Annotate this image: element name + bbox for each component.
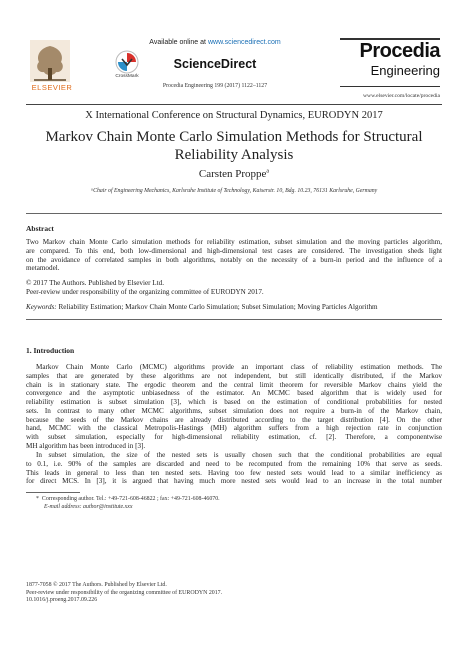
footer-issn: 1877-7058 © 2017 The Authors. Published by Elsevier Ltd. [26,582,167,588]
footnote-mark: * [36,496,39,502]
copyright-line: © 2017 The Authors. Published by Elsevier Ltd. [26,279,164,287]
page-footer [26,582,442,605]
conference-name: X International Conference on Structural Dynamics, EURODYN 2017 [85,110,383,121]
paragraph-line: In subset simulation, the size of the nested sets is usually chosen such that the conditional probabilities are equal [36,451,442,459]
paragraph-line: reliability estimation is subset simulation [3], which is based on the estimation of conditional probabilities for nested [26,398,442,406]
journal-subtitle: Engineering [370,63,440,78]
footnote-email: E-mail address: author@institute.xxx [44,503,133,510]
elsevier-wordmark: ELSEVIER [31,83,73,92]
paragraph-line: sets. In contrast to many other MCMC algorithms, subset simulation does not require a burn-in of the Markov chain, [26,406,442,415]
footnote-contact: Corresponding author. Tel.: +49-721-608-46822 ; fax: +49-721-608-46070. [41,496,220,502]
author-affiliation-mark: a [266,168,270,175]
paragraph-line: with subset simulation, especially for high-dimensional reliability estimation, cf. [2]. Therefore, a componentwise [26,433,442,441]
corresponding-author-footnote [36,496,436,511]
paragraph-line: for direct MCS. In [3], it is argued that having much more nested sets would lead to an increase in the total number [26,477,442,486]
author-name-text: Carsten Proppe [198,168,267,180]
abstract-body [26,238,442,273]
peer-review-line: Peer-review under responsibility of the organizing committee of EURODYN 2017. [26,287,264,296]
abstract-heading: Abstract [26,224,54,233]
paragraph-line: MH algorithm has been introduced in [3]. [26,441,146,450]
footer-peer-review: Peer-review under responsibility of the organizing committee of EURODYN 2017. [26,589,223,596]
abstract-bottom-rule [26,319,442,320]
abstract-top-rule [26,213,442,214]
crossmark-label: CrossMark [115,74,139,79]
paragraph-line: because the seeds of the Markov chains are already distributed according to the target distribution [4]. On the other [26,415,442,424]
keywords-line [26,303,442,312]
section-heading-introduction: 1. Introduction [26,346,75,355]
paragraph-line: This leads in general to less than ten nested sets. Having too few nested sets would lead to a similar inefficiency as [26,468,442,477]
paper-title-line-1: Markov Chain Monte Carlo Simulation Methods for Structural [45,129,423,145]
abstract-copyright-block [26,279,442,297]
sciencedirect-wordmark: ScienceDirect [173,57,257,71]
sciencedirect-link[interactable]: www.sciencedirect.com [207,39,281,46]
author-affiliation: ᵃChair of Engineering Mechanics, Karlsruhe Institute of Technology, Kaiserstr. 10, Bdg. 10.23, 76131 Karlsruhe, Germany [90,188,378,194]
available-prefix: Available online at [149,39,206,46]
keywords-text: Reliability Estimation; Markov Chain Monte Carlo Simulation; Subset Simulation; Moving Particles Algorithm [58,303,378,311]
header-divider [26,104,442,105]
footer-doi-link[interactable]: 10.1016/j.proeng.2017.09.226 [26,597,98,603]
paper-title [26,128,442,164]
footnote-rule [26,492,80,493]
paragraph-line: convergence and the asymptotic unbiasedness of the estimator. An MCMC based algorithm that is widely used for [26,389,442,398]
abstract-line: metamodel. [26,264,60,273]
paragraph-line: Markov Chain Monte Carlo (MCMC) algorithms provide an important class of reliability estimation methods. The [36,363,442,371]
author-name [26,168,442,180]
paper-title-line-2: Reliability Analysis [174,147,294,163]
paragraph-line: chain is in stationary state. The ergodic theorem and the central limit theorem for reversible Markov chains yield the [26,380,442,389]
paragraph-line: to 0.1, i.e. 90% of the samples are discarded and need to be recomputed from the remaining 10% that serve as seeds. [26,459,442,468]
available-online-line [130,39,300,46]
abstract-line: on the avoidance of correlated samples in both algorithms, notably on the necessity of a burn-in period and the influence of a [26,255,442,264]
abstract-line: are compared. To this end, both low-dimensional and high-dimensional test cases are considered. The investigation sheds light [26,246,442,255]
paragraph-line: samples that are generated by these algorithms are not independent, but still identically distributed, if the Markov [26,371,442,380]
journal-title: Procedia [359,40,440,62]
paragraph-line: hand, MCMC with the classical Metropolis-Hastings (MH) algorithm suffers from a high rejection rate in conjunction [26,424,442,433]
abstract-line: Two Markov chain Monte Carlo simulation methods for reliability estimation, subset simulation and the moving particles algorithm, [26,238,442,246]
introduction-paragraph-2 [26,451,442,486]
keywords-label: Keywords: [26,303,57,311]
introduction-paragraph-1 [26,363,442,451]
journal-url-link[interactable]: www.elsevier.com/locate/procedia [363,93,440,99]
journal-citation: Procedia Engineering 199 (2017) 1122–1127 [162,83,268,89]
